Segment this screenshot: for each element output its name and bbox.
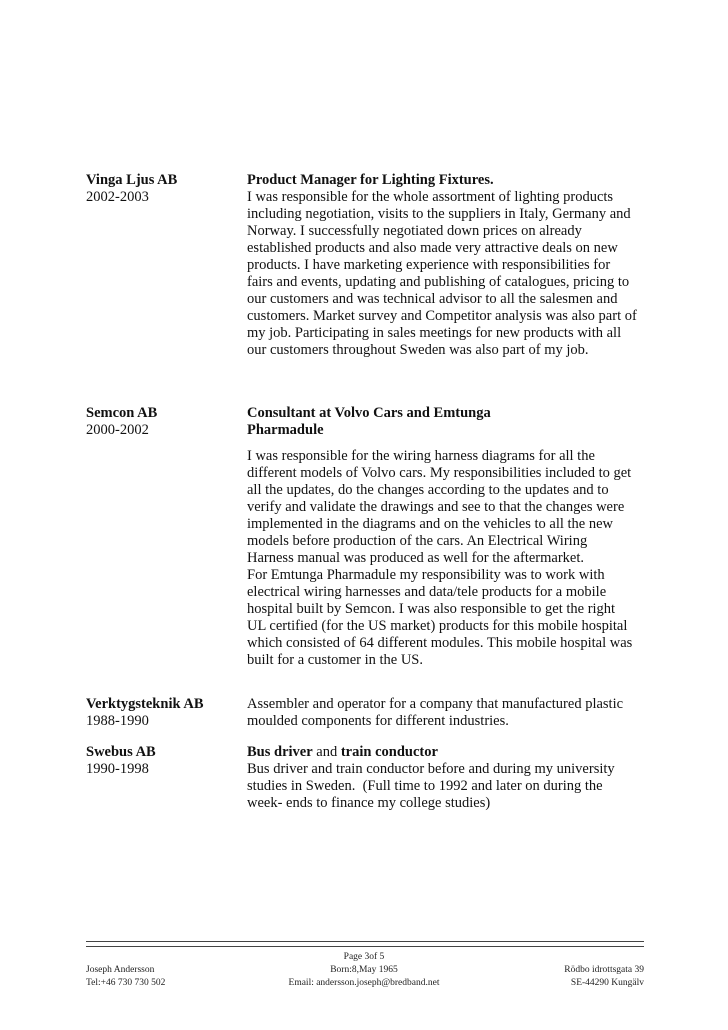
- employment-years: 1990-1998: [86, 761, 149, 777]
- entry-swebus: [86, 744, 646, 824]
- footer-name: Joseph Andersson: [86, 965, 155, 975]
- footer-divider: [86, 946, 644, 947]
- entry-semcon: [86, 405, 646, 685]
- description-line: models before production of the cars. An Electrical Wiring: [247, 533, 588, 549]
- description-line: Norway. I successfully negotiated down prices on already: [247, 223, 582, 239]
- description-line: UL certified (for the US market) products for this mobile hospital: [247, 618, 628, 634]
- entry-vinga-ljus: [86, 172, 646, 362]
- company-name: Semcon AB: [86, 405, 158, 421]
- job-title: [247, 744, 647, 761]
- entry-description: [247, 744, 647, 812]
- entry-description: [247, 696, 647, 730]
- description-line: built for a customer in the US.: [247, 652, 423, 668]
- entry-left-column: [86, 744, 246, 778]
- job-title: Product Manager for Lighting Fixtures.: [247, 172, 494, 188]
- description-line: verify and validate the drawings and see to that the changes were: [247, 499, 625, 515]
- company-name: Vinga Ljus AB: [86, 172, 178, 188]
- description-line: I was responsible for the whole assortment of lighting products: [247, 189, 614, 205]
- description-line: fairs and events, updating and publishing of catalogues, pricing to: [247, 274, 630, 290]
- description-line: different models of Volvo cars. My responsibilities included to get: [247, 465, 632, 481]
- description-line: week- ends to finance my college studies): [247, 795, 491, 811]
- description-line: including negotiation, visits to the suppliers in Italy, Germany and: [247, 206, 631, 222]
- footer-divider: [86, 941, 644, 942]
- description-line: implemented in the diagrams and on the vehicles to all the new: [247, 516, 614, 532]
- description-line: I was responsible for the wiring harness diagrams for all the: [247, 448, 595, 464]
- job-title: Consultant at Volvo Cars and Emtunga: [247, 405, 491, 421]
- job-title-part: train conductor: [340, 744, 438, 760]
- footer-postal-address: SE-44290 Kungälv: [570, 978, 644, 988]
- description-line: Harness manual was produced as well for the aftermarket.: [247, 550, 584, 566]
- description-line: which consisted of 64 different modules. This mobile hospital was: [247, 635, 633, 651]
- description-line: Bus driver and train conductor before and during my university: [247, 761, 615, 777]
- entry-description: [247, 172, 647, 359]
- entry-left-column: [86, 172, 246, 206]
- description-line: all the updates, do the changes according to the updates and to: [247, 482, 609, 498]
- company-name: Swebus AB: [86, 744, 156, 760]
- entry-left-column: [86, 696, 246, 730]
- employment-years: 2000-2002: [86, 422, 149, 438]
- description-line: For Emtunga Pharmadule my responsibility was to work with: [247, 567, 605, 583]
- description-line: our customers throughout Sweden was also part of my job.: [247, 342, 589, 358]
- description-line: hospital built by Semcon. I was also responsible to get the right: [247, 601, 616, 617]
- company-name: Verktygsteknik AB: [86, 696, 204, 712]
- description-line: customers. Market survey and Competitor analysis was also part of: [247, 308, 637, 324]
- description-line: studies in Sweden. (Full time to 1992 and later on during the: [247, 778, 603, 794]
- job-title-connector: and: [312, 744, 341, 760]
- entry-description: [247, 405, 647, 669]
- footer-phone: Tel:+46 730 730 502: [86, 978, 166, 988]
- footer-email: Email: andersson.joseph@bredband.net: [288, 978, 440, 988]
- entry-left-column: [86, 405, 246, 439]
- description-line: established products and also made very attractive deals on new: [247, 240, 618, 256]
- description-line: my job. Participating in sales meetings for new products with all: [247, 325, 622, 341]
- job-title-continued: Pharmadule: [247, 422, 324, 438]
- employment-years: 2002-2003: [86, 189, 149, 205]
- description-line: products. I have marketing experience with responsibilities for: [247, 257, 611, 273]
- footer-street-address: Rödbo idrottsgata 39: [564, 965, 644, 975]
- paragraph-gap: [247, 439, 647, 448]
- job-title-part: Bus driver: [247, 744, 313, 760]
- description-line: electrical wiring harnesses and data/tele products for a mobile: [247, 584, 607, 600]
- employment-years: 1988-1990: [86, 713, 149, 729]
- page-number: Page 3of 5: [343, 952, 385, 962]
- description-line: Assembler and operator for a company that manufactured plastic: [247, 696, 624, 712]
- description-line: moulded components for different industries.: [247, 713, 509, 729]
- entry-verktygsteknik: [86, 696, 646, 736]
- description-line: our customers and was technical advisor to all the salesmen and: [247, 291, 618, 307]
- footer-birthdate: Born:8,May 1965: [330, 965, 398, 975]
